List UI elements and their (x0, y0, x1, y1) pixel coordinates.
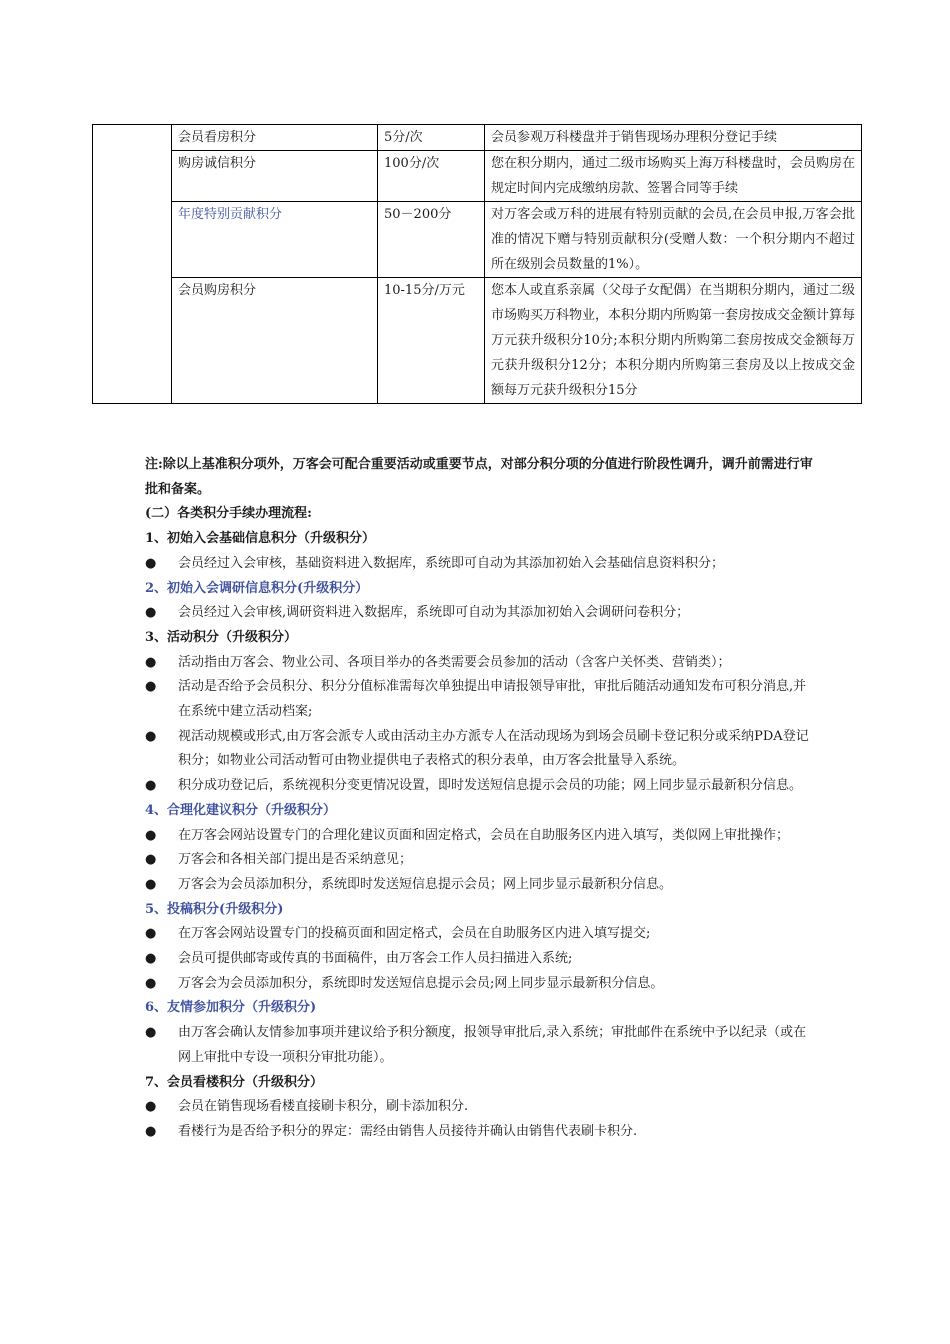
list-item-text: 在万客会网站设置专门的合理化建议页面和固定格式，会员在自助服务区内进入填写，类似网上审批操作； (178, 827, 790, 843)
bullet-icon: ● (145, 975, 157, 991)
list-item (145, 774, 815, 799)
list-item (145, 947, 815, 972)
points-cell: 100分/次 (378, 151, 485, 202)
procedure-content (145, 453, 815, 1145)
list-item-text: 万客会为会员添加积分，系统即时发送短信息提示会员；网上同步显示最新积分信息。 (178, 876, 673, 892)
table-row (93, 278, 862, 404)
list-item-text: 万客会和各相关部门提出是否采纳意见； (178, 852, 413, 868)
desc-cell: 对万客会或万科的进展有特别贡献的会员,在会员申报,万客会批准的情况下赠与特别贡献积分(受赠人数：一个积分期内不超过所在级别会员数量的1%）。 (485, 202, 862, 278)
subsection-heading: 3、活动积分（升级积分） (145, 629, 298, 645)
list-item-text: 活动是否给予会员积分、积分分值标准需每次单独提出申请报领导审批，审批后随活动通知发布可积分消息,并在系统中建立活动档案; (178, 679, 807, 720)
bullet-icon: ● (145, 951, 157, 967)
bullet-icon: ● (145, 778, 157, 794)
list-item-text: 积分成功登记后，系统视积分变更情况设置，即时发送短信息提示会员的功能；网上同步显示最新积分信息。 (178, 778, 803, 794)
bullet-icon: ● (145, 852, 157, 868)
bullet-icon: ● (145, 728, 157, 744)
list-item-text: 会员可提供邮寄或传真的书面稿件，由万客会工作人员扫描进入系统; (178, 951, 573, 967)
list-item (145, 922, 815, 947)
subsection-heading: 5、投稿积分(升级积分) (145, 901, 284, 917)
subsection-heading: 2、初始入会调研信息积分(升级积分） (145, 580, 369, 596)
list-item-text: 会员经过入会审核，基础资料进入数据库，系统即可自动为其添加初始入会基础信息资料积分； (178, 555, 725, 571)
list-item-text: 会员经过入会审核,调研资料进入数据库，系统即可自动为其添加初始入会调研问卷积分； (178, 605, 690, 621)
item-cell: 会员购房积分 (172, 278, 378, 404)
subsection-heading: 4、合理化建议积分（升级积分） (145, 802, 337, 818)
points-table (92, 124, 862, 404)
list-item (145, 725, 815, 774)
list-item-text: 活动指由万客会、物业公司、各项目举办的各类需要会员参加的活动（含客户关怀类、营销类）； (178, 654, 731, 670)
list-item (145, 873, 815, 898)
list-item-text: 由万客会确认友情参加事项并建议给予积分额度，报领导审批后,录入系统；审批邮件在系统中予以纪录（或在网上审批中专设一项积分审批功能）。 (178, 1025, 807, 1065)
item-cell: 年度特别贡献积分 (172, 202, 378, 278)
bullet-icon: ● (145, 555, 157, 571)
note-paragraph: 注:除以上基准积分项外，万客会可配合重要活动或重要节点，对部分积分项的分值进行阶段性调升，调升前需进行审批和备案。 (145, 457, 813, 497)
list-item (145, 675, 815, 724)
subsection-heading: 6、友情参加积分（升级积分) (145, 1000, 317, 1016)
list-item (145, 848, 815, 873)
list-item (145, 651, 815, 676)
category-cell (93, 125, 172, 404)
bullet-icon: ● (145, 605, 157, 621)
subsection-heading: 7、会员看楼积分（升级积分） (145, 1074, 324, 1090)
list-item-text: 万客会为会员添加积分，系统即时发送短信息提示会员;网上同步显示最新积分信息。 (178, 975, 664, 991)
list-item (145, 1120, 815, 1145)
points-cell: 5分/次 (378, 125, 485, 151)
list-item-text: 视活动规模或形式,由万客会派专人或由活动主办方派专人在活动现场为到场会员刷卡登记积分或采纳PDA登记积分；如物业公司活动暂可由物业提供电子表格式的积分表单，由万客会批量导入系统。 (178, 728, 809, 769)
table-row (93, 202, 862, 278)
bullet-icon: ● (145, 1025, 157, 1041)
bullet-icon: ● (145, 1099, 157, 1115)
bullet-icon: ● (145, 1123, 157, 1139)
list-item-text: 在万客会网站设置专门的投稿页面和固定格式，会员在自助服务区内进入填写提交; (178, 926, 651, 942)
list-item (145, 601, 815, 626)
list-item (145, 824, 815, 849)
bullet-icon: ● (145, 654, 157, 670)
subsection-heading: 1、初始入会基础信息积分（升级积分） (145, 531, 376, 547)
list-item-text: 看楼行为是否给予积分的界定：需经由销售人员接待并确认由销售代表刷卡积分. (178, 1123, 638, 1139)
item-cell: 购房诚信积分 (172, 151, 378, 202)
desc-cell: 会员参观万科楼盘并于销售现场办理积分登记手续 (485, 125, 862, 151)
bullet-icon: ● (145, 827, 157, 843)
bullet-icon: ● (145, 876, 157, 892)
list-item (145, 1021, 815, 1070)
list-item-text: 会员在销售现场看楼直接刷卡积分，刷卡添加积分. (178, 1099, 469, 1115)
table-row (93, 151, 862, 202)
points-cell: 10-15分/万元 (378, 278, 485, 404)
desc-cell: 您在积分期内，通过二级市场购买上海万科楼盘时，会员购房在规定时间内完成缴纳房款、签署合同等手续 (485, 151, 862, 202)
list-item (145, 552, 815, 577)
desc-cell: 您本人或直系亲属（父母子女配偶）在当期积分期内，通过二级市场购买万科物业，本积分期内所购第一套房按成交金额计算每万元获升级积分10分;本积分期内所购第二套房按成交金额每万元获升级积分12分；本积分期内所购第三套房及以上按成交金额每万元获升级积分15分 (485, 278, 862, 404)
bullet-icon: ● (145, 679, 157, 695)
item-cell: 会员看房积分 (172, 125, 378, 151)
list-item (145, 972, 815, 997)
table-row (93, 125, 862, 151)
section-heading: (二）各类积分手续办理流程: (145, 506, 312, 522)
list-item (145, 1095, 815, 1120)
points-cell: 50－200分 (378, 202, 485, 278)
bullet-icon: ● (145, 926, 157, 942)
